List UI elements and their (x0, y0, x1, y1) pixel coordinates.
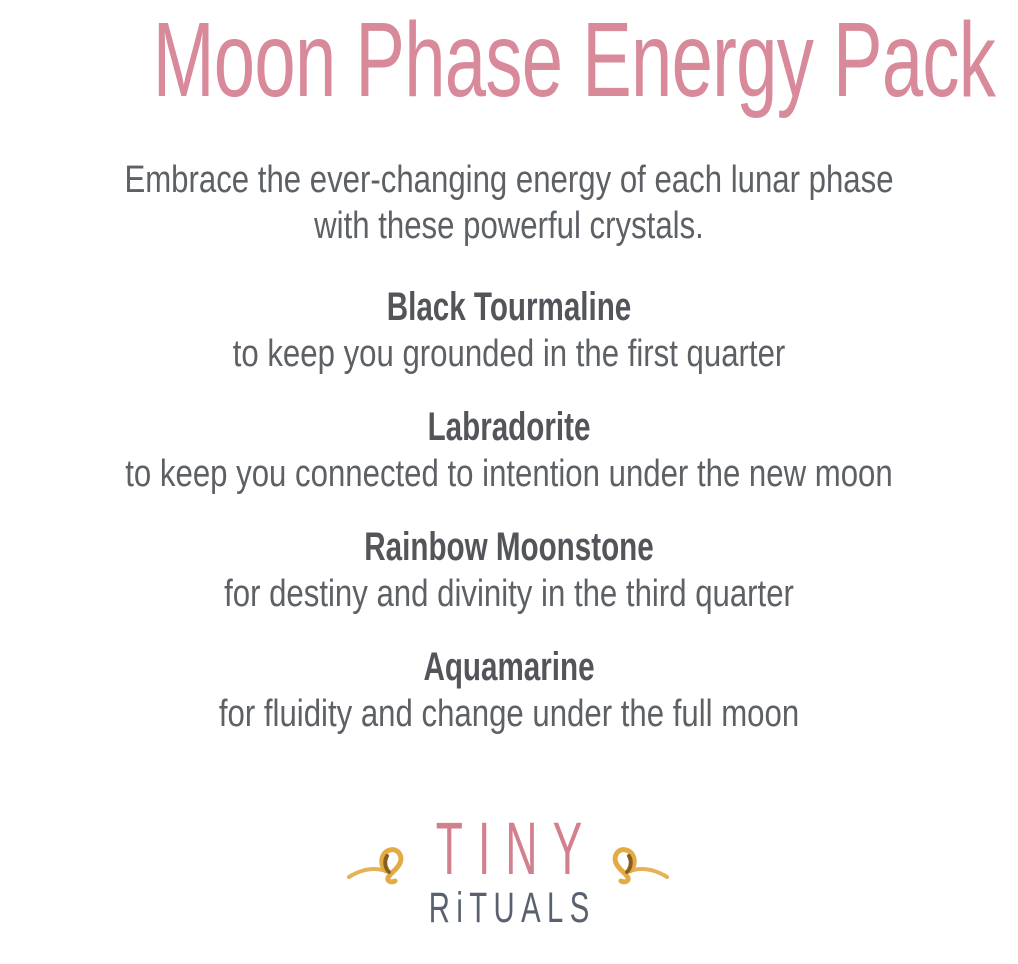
subtitle (92, 157, 927, 249)
crystal-section-rainbow-moonstone (0, 523, 1018, 617)
brand-name-tiny: TINY (435, 807, 598, 890)
subtitle-line-2: with these powerful crystals. (314, 205, 704, 247)
crystal-description: for destiny and divinity in the third quarter (224, 573, 794, 615)
crystal-description: to keep you connected to intention under the new moon (125, 453, 893, 495)
brand-name-rituals: RiTUALS (428, 884, 596, 932)
crystal-name: Black Tourmaline (386, 285, 632, 329)
crystal-description: to keep you grounded in the first quarter (232, 333, 786, 375)
crystal-section-labradorite (0, 403, 1018, 497)
crystal-name: Aquamarine (423, 645, 595, 689)
crystal-name: Rainbow Moonstone (364, 525, 654, 569)
crystal-description: for fluidity and change under the full moon (218, 693, 800, 735)
crystal-section-black-tourmaline (0, 283, 1018, 377)
crystal-name: Labradorite (427, 405, 591, 449)
subtitle-line-1: Embrace the ever-changing energy of each lunar phase (124, 159, 894, 201)
page-title: Moon Phase Energy Pack (152, 1, 996, 119)
ribbon-curl-right-icon (602, 844, 670, 888)
crystal-section-aquamarine (0, 643, 1018, 737)
